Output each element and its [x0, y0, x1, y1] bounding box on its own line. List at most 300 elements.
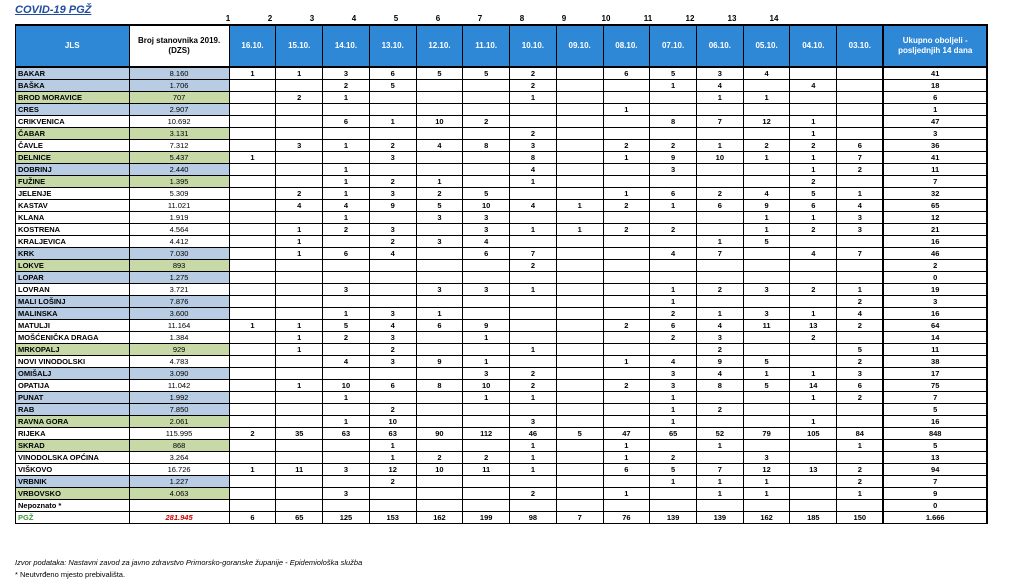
daily-cases-cell: 5: [556, 428, 603, 440]
column-number: 2: [267, 14, 273, 23]
daily-cases-cell: 3: [369, 152, 416, 164]
daily-cases-cell: [416, 332, 463, 344]
daily-cases-cell: [650, 344, 697, 356]
daily-cases-cell: [369, 260, 416, 272]
total-cases-cell: 17: [883, 368, 987, 380]
daily-cases-cell: [416, 104, 463, 116]
daily-cases-cell: [556, 272, 603, 284]
daily-cases-cell: [743, 332, 790, 344]
daily-cases-cell: 1: [323, 188, 370, 200]
daily-cases-cell: 4: [837, 200, 884, 212]
daily-cases-cell: 3: [369, 332, 416, 344]
daily-cases-cell: [510, 272, 557, 284]
daily-cases-cell: [556, 152, 603, 164]
daily-cases-cell: [743, 440, 790, 452]
daily-cases-cell: 9: [369, 200, 416, 212]
daily-cases-cell: [556, 140, 603, 152]
table-row: [16, 476, 988, 488]
daily-cases-cell: 1: [276, 344, 323, 356]
table-row: [16, 428, 988, 440]
daily-cases-cell: [416, 272, 463, 284]
daily-cases-cell: [323, 128, 370, 140]
table-row: [16, 260, 988, 272]
daily-cases-cell: [696, 500, 743, 512]
daily-cases-cell: [556, 236, 603, 248]
total-cases-cell: 0: [883, 500, 987, 512]
daily-cases-cell: [837, 116, 884, 128]
total-cases-cell: 7: [883, 392, 987, 404]
daily-cases-cell: 2: [837, 356, 884, 368]
daily-cases-cell: 2: [510, 368, 557, 380]
daily-cases-cell: [556, 488, 603, 500]
daily-cases-cell: [556, 92, 603, 104]
daily-cases-cell: 1: [276, 320, 323, 332]
daily-cases-cell: 3: [369, 224, 416, 236]
table-row: [16, 332, 988, 344]
daily-cases-cell: 35: [276, 428, 323, 440]
daily-cases-cell: 1: [229, 464, 276, 476]
daily-cases-cell: [510, 116, 557, 128]
total-cases-cell: 1: [883, 104, 987, 116]
daily-cases-cell: [696, 416, 743, 428]
daily-cases-cell: [603, 500, 650, 512]
daily-cases-cell: 6: [323, 116, 370, 128]
total-cases-cell: 94: [883, 464, 987, 476]
daily-cases-cell: 1: [743, 476, 790, 488]
daily-cases-cell: [229, 212, 276, 224]
daily-cases-cell: [556, 476, 603, 488]
daily-cases-cell: 3: [743, 284, 790, 296]
daily-cases-cell: 1: [790, 212, 837, 224]
daily-cases-cell: 3: [510, 140, 557, 152]
daily-cases-cell: [556, 128, 603, 140]
daily-cases-cell: 90: [416, 428, 463, 440]
daily-cases-cell: 6: [603, 464, 650, 476]
municipality-name: MRKOPALJ: [16, 344, 130, 356]
column-number: 9: [561, 14, 567, 23]
daily-cases-cell: [790, 500, 837, 512]
daily-cases-cell: 1: [556, 200, 603, 212]
daily-cases-cell: [837, 176, 884, 188]
daily-cases-cell: 3: [463, 224, 510, 236]
daily-cases-cell: [603, 296, 650, 308]
daily-cases-cell: 11: [276, 464, 323, 476]
daily-cases-cell: 84: [837, 428, 884, 440]
daily-cases-cell: 14: [790, 380, 837, 392]
municipality-name: BROD MORAVICE: [16, 92, 130, 104]
daily-cases-cell: [463, 488, 510, 500]
daily-cases-cell: [229, 188, 276, 200]
table-row: [16, 212, 988, 224]
daily-cases-cell: [276, 284, 323, 296]
daily-cases-cell: [556, 380, 603, 392]
daily-cases-cell: [743, 272, 790, 284]
daily-cases-cell: [743, 260, 790, 272]
table-row: [16, 500, 988, 512]
daily-cases-cell: [556, 116, 603, 128]
population-value: 10.692: [129, 116, 229, 128]
daily-cases-cell: 2: [696, 284, 743, 296]
daily-cases-cell: [603, 80, 650, 92]
municipality-name: OPATIJA: [16, 380, 130, 392]
daily-cases-cell: [837, 92, 884, 104]
daily-cases-cell: [510, 104, 557, 116]
daily-cases-cell: 10: [463, 200, 510, 212]
total-cases-cell: 2: [883, 260, 987, 272]
daily-cases-cell: [603, 404, 650, 416]
daily-cases-cell: 2: [837, 464, 884, 476]
daily-cases-cell: 3: [463, 368, 510, 380]
table-row: [16, 176, 988, 188]
population-value: 4.783: [129, 356, 229, 368]
table-row: [16, 452, 988, 464]
daily-sum-cell: 76: [603, 512, 650, 524]
population-value: 1.227: [129, 476, 229, 488]
daily-cases-cell: [603, 260, 650, 272]
population-value: 1.275: [129, 272, 229, 284]
daily-cases-cell: 6: [369, 380, 416, 392]
table-row: [16, 92, 988, 104]
daily-cases-cell: 2: [743, 140, 790, 152]
daily-cases-cell: [416, 416, 463, 428]
daily-cases-cell: [229, 284, 276, 296]
daily-cases-cell: 3: [416, 212, 463, 224]
daily-cases-cell: 6: [650, 320, 697, 332]
date-header: 15.10.: [276, 25, 323, 67]
daily-cases-cell: 1: [276, 224, 323, 236]
total-cases-cell: 16: [883, 308, 987, 320]
municipality-name: RIJEKA: [16, 428, 130, 440]
population-value: 115.995: [129, 428, 229, 440]
daily-cases-cell: [229, 488, 276, 500]
total-cases-cell: 14: [883, 332, 987, 344]
municipality-name: CRIKVENICA: [16, 116, 130, 128]
total-cases-cell: 21: [883, 224, 987, 236]
total-cases-cell: 75: [883, 380, 987, 392]
daily-cases-cell: [603, 308, 650, 320]
daily-cases-cell: 3: [463, 284, 510, 296]
daily-cases-cell: 2: [650, 140, 697, 152]
daily-cases-cell: [323, 404, 370, 416]
daily-cases-cell: 7: [837, 248, 884, 260]
daily-sum-cell: 185: [790, 512, 837, 524]
daily-cases-cell: 2: [463, 452, 510, 464]
daily-cases-cell: [650, 236, 697, 248]
daily-cases-cell: [369, 368, 416, 380]
municipality-name: VRBNIK: [16, 476, 130, 488]
daily-cases-cell: [743, 296, 790, 308]
municipality-name: ČABAR: [16, 128, 130, 140]
daily-cases-cell: 6: [603, 67, 650, 80]
municipality-name: SKRAD: [16, 440, 130, 452]
daily-cases-cell: 4: [369, 248, 416, 260]
daily-cases-cell: 8: [650, 116, 697, 128]
daily-cases-cell: 2: [790, 140, 837, 152]
daily-cases-cell: [229, 440, 276, 452]
column-number: 3: [309, 14, 315, 23]
daily-cases-cell: [556, 356, 603, 368]
daily-cases-cell: 2: [603, 200, 650, 212]
daily-cases-cell: [229, 236, 276, 248]
daily-cases-cell: 1: [510, 440, 557, 452]
daily-cases-cell: [650, 440, 697, 452]
daily-sum-cell: 199: [463, 512, 510, 524]
daily-cases-cell: [743, 164, 790, 176]
daily-cases-cell: [556, 212, 603, 224]
daily-cases-cell: [369, 272, 416, 284]
daily-cases-cell: 3: [369, 356, 416, 368]
daily-cases-cell: 63: [323, 428, 370, 440]
daily-cases-cell: 1: [369, 452, 416, 464]
daily-sum-cell: 139: [650, 512, 697, 524]
daily-cases-cell: 10: [463, 380, 510, 392]
population-value: 7.030: [129, 248, 229, 260]
daily-cases-cell: [650, 500, 697, 512]
population-value: 2.061: [129, 416, 229, 428]
daily-cases-cell: 4: [790, 248, 837, 260]
daily-cases-cell: [463, 500, 510, 512]
table-row: [16, 356, 988, 368]
daily-cases-cell: [229, 476, 276, 488]
daily-cases-cell: [556, 368, 603, 380]
daily-cases-cell: [837, 80, 884, 92]
daily-cases-cell: [416, 368, 463, 380]
daily-cases-cell: [323, 476, 370, 488]
daily-sum-cell: 65: [276, 512, 323, 524]
table-row: [16, 164, 988, 176]
municipality-name: VIŠKOVO: [16, 464, 130, 476]
daily-cases-cell: [369, 212, 416, 224]
daily-cases-cell: [276, 368, 323, 380]
daily-cases-cell: 4: [790, 80, 837, 92]
total-cases-cell: 12: [883, 212, 987, 224]
daily-cases-cell: [790, 356, 837, 368]
daily-cases-cell: [790, 404, 837, 416]
daily-cases-cell: [743, 416, 790, 428]
daily-cases-cell: 6: [837, 380, 884, 392]
header-row: [16, 25, 988, 67]
daily-cases-cell: [743, 500, 790, 512]
daily-cases-cell: [790, 236, 837, 248]
daily-cases-cell: 1: [837, 188, 884, 200]
population-value: 11.164: [129, 320, 229, 332]
municipality-name: LOKVE: [16, 260, 130, 272]
daily-cases-cell: 2: [790, 224, 837, 236]
date-header: 05.10.: [743, 25, 790, 67]
daily-cases-cell: 10: [416, 464, 463, 476]
daily-cases-cell: [463, 164, 510, 176]
daily-cases-cell: 1: [650, 80, 697, 92]
municipality-name: LOVRAN: [16, 284, 130, 296]
daily-cases-cell: [650, 104, 697, 116]
daily-cases-cell: [369, 164, 416, 176]
daily-cases-cell: 8: [463, 140, 510, 152]
daily-cases-cell: [276, 392, 323, 404]
municipality-name: MALINSKA: [16, 308, 130, 320]
daily-cases-cell: 1: [696, 440, 743, 452]
municipality-name: ČAVLE: [16, 140, 130, 152]
daily-cases-cell: [650, 128, 697, 140]
daily-cases-cell: [603, 128, 650, 140]
daily-cases-cell: [837, 500, 884, 512]
daily-cases-cell: 1: [323, 92, 370, 104]
total-cases-cell: 18: [883, 80, 987, 92]
population-header: Broj stanovnika 2019. (DZS): [129, 25, 229, 67]
table-row: [16, 404, 988, 416]
daily-cases-cell: [556, 188, 603, 200]
daily-cases-cell: 1: [743, 368, 790, 380]
daily-cases-cell: [603, 368, 650, 380]
daily-cases-cell: [229, 308, 276, 320]
daily-cases-cell: [463, 260, 510, 272]
municipality-name: KASTAV: [16, 200, 130, 212]
daily-cases-cell: [276, 272, 323, 284]
daily-cases-cell: 1: [743, 152, 790, 164]
daily-cases-cell: 1: [603, 188, 650, 200]
daily-cases-cell: [510, 236, 557, 248]
daily-cases-cell: [790, 488, 837, 500]
daily-cases-cell: 1: [276, 236, 323, 248]
daily-cases-cell: 5: [743, 380, 790, 392]
municipality-name: CRES: [16, 104, 130, 116]
table-row: [16, 140, 988, 152]
daily-cases-cell: [463, 152, 510, 164]
date-header: 16.10.: [229, 25, 276, 67]
table-row: [16, 104, 988, 116]
daily-cases-cell: 5: [650, 67, 697, 80]
source-note: Izvor podataka: Nastavni zavod za javno zdravstvo Primorsko-goranske županije - Epidemiološka služba: [15, 558, 363, 567]
daily-cases-cell: 4: [650, 356, 697, 368]
population-value: 707: [129, 92, 229, 104]
daily-cases-cell: 2: [369, 344, 416, 356]
total-cases-cell: 19: [883, 284, 987, 296]
daily-cases-cell: 5: [463, 67, 510, 80]
municipality-name: BAKAR: [16, 67, 130, 80]
daily-cases-cell: [463, 440, 510, 452]
daily-cases-cell: [323, 296, 370, 308]
daily-cases-cell: [603, 392, 650, 404]
daily-cases-cell: [323, 344, 370, 356]
daily-cases-cell: [603, 248, 650, 260]
population-value: 4.412: [129, 236, 229, 248]
daily-cases-cell: [696, 128, 743, 140]
daily-cases-cell: [323, 368, 370, 380]
daily-cases-cell: 1: [650, 284, 697, 296]
daily-cases-cell: 1: [463, 356, 510, 368]
daily-cases-cell: [837, 416, 884, 428]
daily-cases-cell: 5: [743, 236, 790, 248]
column-number: 1: [225, 14, 231, 23]
daily-cases-cell: 9: [696, 356, 743, 368]
daily-cases-cell: 5: [416, 200, 463, 212]
total-cases-cell: 16: [883, 236, 987, 248]
daily-cases-cell: [696, 224, 743, 236]
daily-cases-cell: 1: [743, 224, 790, 236]
daily-cases-cell: 7: [696, 116, 743, 128]
table-row: [16, 152, 988, 164]
jls-header: JLS: [16, 25, 130, 67]
table-row: [16, 392, 988, 404]
daily-cases-cell: 2: [510, 80, 557, 92]
daily-cases-cell: 2: [837, 320, 884, 332]
daily-cases-cell: [603, 344, 650, 356]
column-number: 12: [685, 14, 695, 23]
population-value: 11.042: [129, 380, 229, 392]
daily-cases-cell: [229, 416, 276, 428]
daily-cases-cell: [276, 452, 323, 464]
daily-cases-cell: [510, 404, 557, 416]
daily-cases-cell: [743, 104, 790, 116]
daily-cases-cell: 1: [650, 416, 697, 428]
daily-cases-cell: [556, 416, 603, 428]
population-value: 2.440: [129, 164, 229, 176]
daily-sum-cell: 98: [510, 512, 557, 524]
daily-cases-cell: 8: [416, 380, 463, 392]
daily-cases-cell: 1: [743, 212, 790, 224]
daily-cases-cell: 1: [276, 332, 323, 344]
daily-cases-cell: 3: [323, 488, 370, 500]
daily-cases-cell: 1: [510, 176, 557, 188]
daily-cases-cell: [416, 260, 463, 272]
daily-cases-cell: [229, 260, 276, 272]
population-value: 7.876: [129, 296, 229, 308]
daily-cases-cell: [463, 176, 510, 188]
daily-cases-cell: 2: [323, 80, 370, 92]
table-row: [16, 344, 988, 356]
daily-cases-cell: [463, 404, 510, 416]
daily-cases-cell: 1: [323, 416, 370, 428]
daily-cases-cell: [323, 272, 370, 284]
daily-cases-cell: [837, 452, 884, 464]
table-row: [16, 368, 988, 380]
daily-cases-cell: [229, 380, 276, 392]
daily-cases-cell: [416, 80, 463, 92]
daily-cases-cell: [323, 452, 370, 464]
daily-cases-cell: 2: [603, 224, 650, 236]
date-header: 08.10.: [603, 25, 650, 67]
daily-cases-cell: [743, 248, 790, 260]
daily-cases-cell: [229, 80, 276, 92]
daily-cases-cell: [416, 392, 463, 404]
daily-cases-cell: [369, 104, 416, 116]
date-header: 04.10.: [790, 25, 837, 67]
population-value: 3.264: [129, 452, 229, 464]
daily-cases-cell: [369, 284, 416, 296]
daily-cases-cell: [276, 440, 323, 452]
daily-cases-cell: [556, 296, 603, 308]
daily-cases-cell: [463, 272, 510, 284]
daily-cases-cell: [510, 188, 557, 200]
daily-cases-cell: 1: [650, 476, 697, 488]
daily-sum-cell: 7: [556, 512, 603, 524]
total-cases-cell: 5: [883, 440, 987, 452]
daily-cases-cell: 1: [790, 164, 837, 176]
total-cases-cell: 9: [883, 488, 987, 500]
municipality-name: OMIŠALJ: [16, 368, 130, 380]
daily-cases-cell: [510, 308, 557, 320]
daily-cases-cell: [696, 392, 743, 404]
daily-cases-cell: [510, 296, 557, 308]
daily-cases-cell: 2: [603, 380, 650, 392]
daily-cases-cell: [276, 128, 323, 140]
daily-cases-cell: [790, 452, 837, 464]
daily-cases-cell: 10: [416, 116, 463, 128]
daily-cases-cell: 2: [650, 332, 697, 344]
daily-cases-cell: 5: [369, 80, 416, 92]
daily-cases-cell: [696, 296, 743, 308]
daily-cases-cell: 2: [603, 320, 650, 332]
daily-cases-cell: 3: [837, 368, 884, 380]
